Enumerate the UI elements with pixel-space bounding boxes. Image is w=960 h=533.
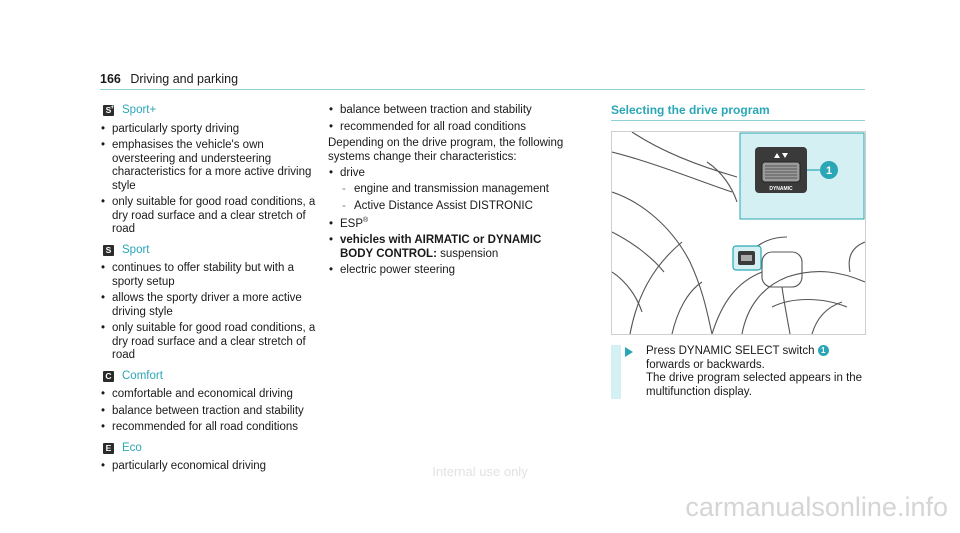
list-item: • recommended for all road conditions [100,421,328,435]
mode-bullets [100,123,328,237]
list-item [328,167,568,214]
sport-icon: S [103,245,114,256]
list-item [328,234,568,261]
list-item: • emphasises the vehicle's own oversteering and understeering characteristics for a more active driving style [100,139,328,193]
page-section-title: Driving and parking [130,72,239,86]
center-console-drawing [612,132,865,334]
list-item: • only suitable for good road conditions, a dry road surface and a clear stretch of road [100,322,328,363]
airmatic-condition: vehicles with AIRMATIC or DYNAMIC BODY CONTROL: [340,234,542,260]
list-item: • continues to offer stability but with a sporty setup [100,262,328,289]
page-header [100,72,238,86]
drive-modes-column [100,104,328,481]
section-heading [611,104,865,118]
mode-label: Comfort [122,369,163,382]
systems-column [328,104,568,285]
page-number: 166 [100,72,121,86]
list-item: • particularly economical driving [100,460,328,474]
drive-sub-list [340,183,568,214]
systems-list [328,167,568,278]
mode-bullets [100,388,328,435]
step-text-part1: Press DYNAMIC SELECT switch [646,345,818,357]
drive-label: drive [340,167,365,179]
sport-plus-icon: S + [103,105,114,116]
registered-mark: ® [363,216,369,224]
airmatic-system: suspension [436,247,499,260]
list-item [328,218,568,232]
header-divider [100,89,865,90]
mode-eco [100,442,328,456]
mode-label: Sport+ [122,104,157,116]
sub-list-item: - engine and transmission management [340,183,568,197]
step-callout-badge: 1 [818,345,829,356]
mode-comfort [100,370,328,384]
mode-bullets [100,262,328,363]
section-title: Selecting the drive program [611,103,770,117]
step-result: The drive program selected appears in the multifunction display. [646,372,863,398]
step-text-part2: forwards or backwards. [646,358,765,371]
list-item: • comfortable and economical driving [100,388,328,402]
footer-site-watermark: carmanualsonline.info [685,492,948,522]
section-divider [611,120,865,121]
comfort-icon: C [103,371,114,382]
step-arrow-icon [625,347,633,357]
mode-sport-plus [100,104,328,118]
comfort-continued-bullets [328,104,568,134]
watermark: Internal use only [432,464,528,479]
list-item: • recommended for all road conditions [328,121,568,135]
eco-icon: E [103,443,114,454]
mode-label: Sport [122,243,150,256]
esp-label: ESP [340,217,364,230]
callout-number: 1 [825,165,833,177]
list-item: • balance between traction and stability [100,405,328,419]
sub-list-item: - Active Distance Assist DISTRONIC [340,200,568,214]
step-text [646,345,866,399]
systems-intro: Depending on the drive program, the following systems change their characteristics: [328,137,564,163]
console-illustration [611,131,866,335]
switch-label: DYNAMIC [769,186,793,192]
list-item: • electric power steering [328,264,568,278]
list-item: • particularly sporty driving [100,123,328,137]
list-item: • only suitable for good road conditions, a dry road surface and a clear stretch of road [100,196,328,237]
list-item: • allows the sporty driver a more active driving style [100,292,328,319]
mode-sport [100,244,328,258]
mode-label: Eco [122,441,142,454]
step-highlight-bar [611,345,621,399]
list-item: • balance between traction and stability [328,104,568,118]
